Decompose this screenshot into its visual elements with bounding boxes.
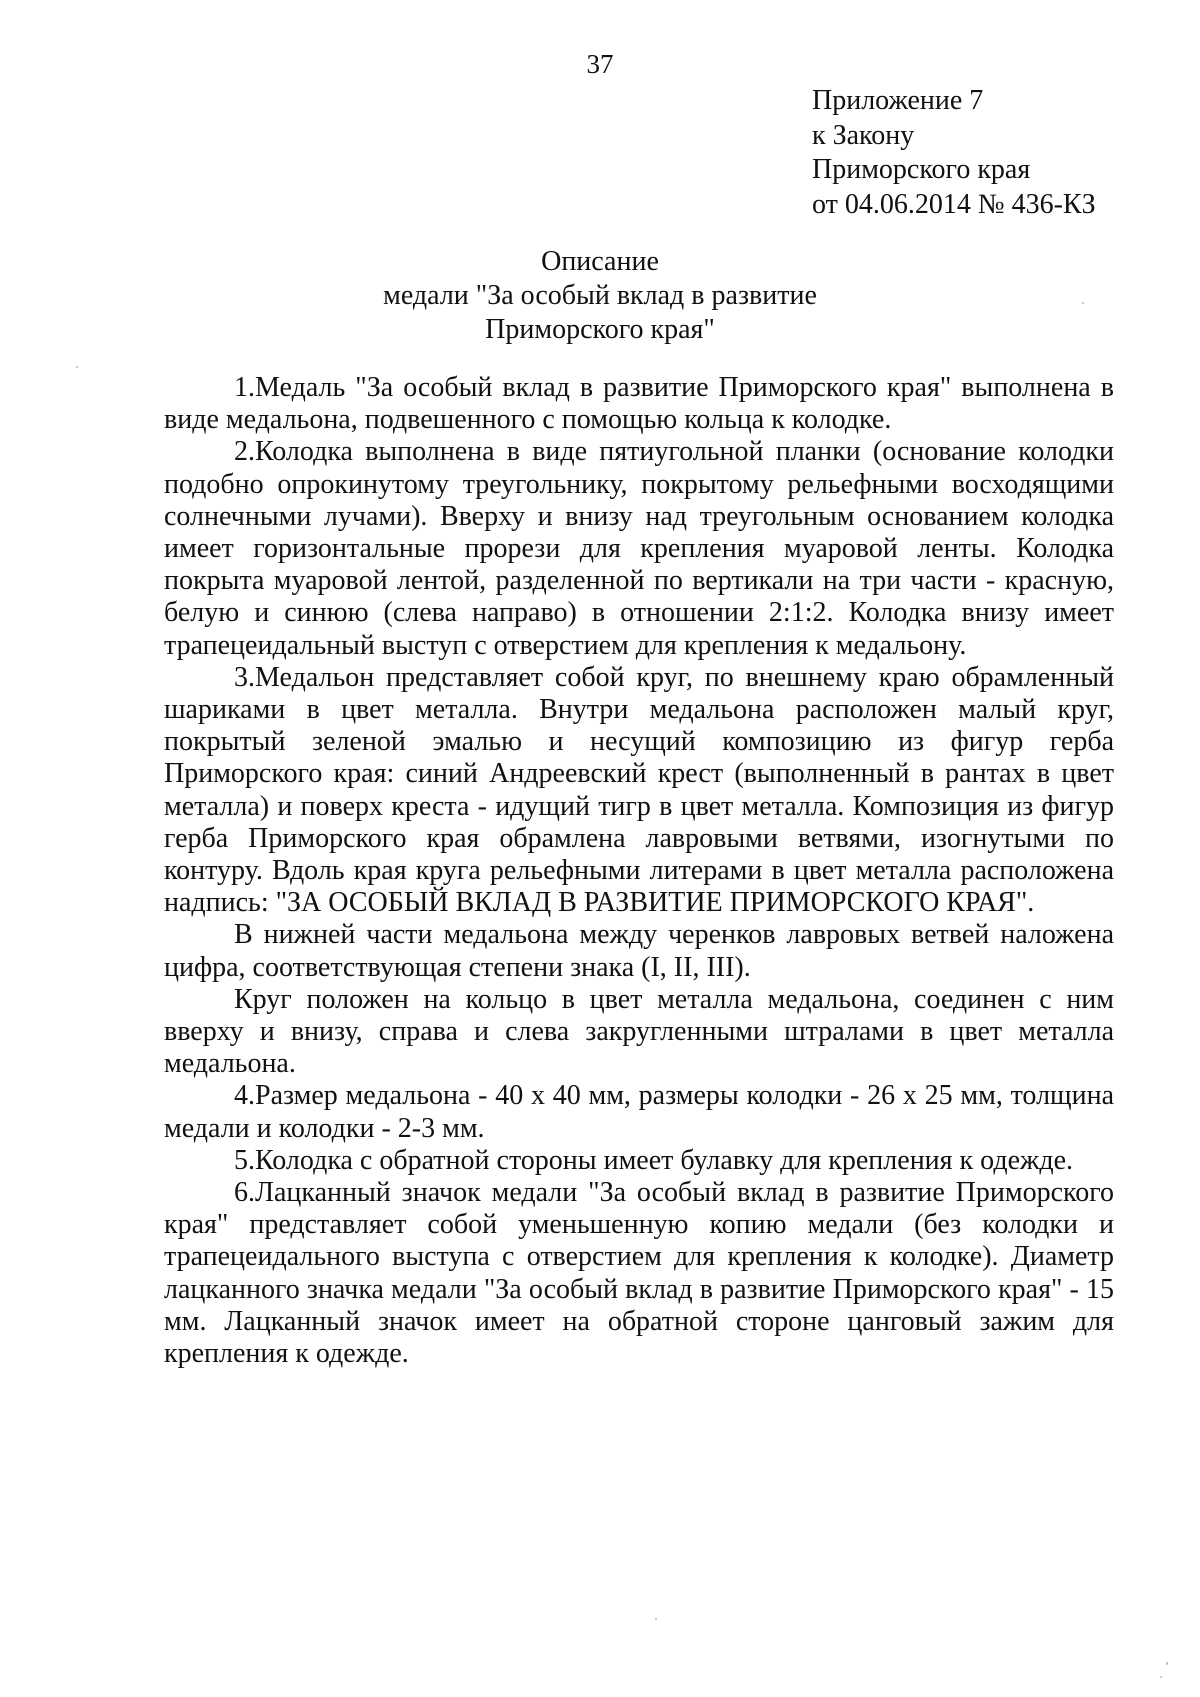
document-title: [0, 245, 1200, 347]
appendix-line: к Закону: [812, 119, 915, 151]
appendix-line: Приложение 7: [812, 85, 984, 116]
scan-speck: [1160, 1676, 1162, 1678]
appendix-reference: [812, 84, 1096, 222]
paragraph-1-medal: 1.Медаль "За особый вклад в развитие Приморского края" выполнена в виде медальона, подвешенного с помощью кольца к колодке.: [164, 372, 1114, 436]
paragraph-3-numeral: В нижней части медальона между черенков лавровых ветвей наложена цифра, соответствующая степени знака (I, II, III).: [164, 919, 1114, 983]
title-line: Описание: [541, 246, 659, 277]
paragraph-4-size: 4.Размер медальона - 40 х 40 мм, размеры колодки - 26 х 25 мм, толщина медали и колодки - 2-3 мм.: [164, 1080, 1114, 1144]
scan-speck: [1166, 1662, 1168, 1665]
scan-speck: [76, 366, 78, 368]
title-line: медали "За особый вклад в развитие: [383, 280, 817, 311]
paragraph-2-block: 2.Колодка выполнена в виде пятиугольной планки (основание колодки подобно опрокинутому треугольнику, покрытому рельефными восходящими солнечными лучами). Вверху и внизу над треугольным основанием колодка имеет горизонтальные прорези для крепления муаровой ленты. Колодка покрыта муаровой лентой, разделенной по вертикали на три части - красную, белую и синюю (слева направо) в отношении 2:1:2. Колодка внизу имеет трапецеидальный выступ с отверстием для крепления к медальону.: [164, 436, 1114, 661]
paragraph-3-ring: Круг положен на кольцо в цвет металла медальона, соединен с ним вверху и внизу, справа и слева закругленными штралами в цвет металла медальона.: [164, 983, 1114, 1080]
appendix-line: Приморского края: [812, 154, 1031, 185]
paragraph-5-pin: 5.Колодка с обратной стороны имеет булавку для крепления к одежде.: [234, 1144, 1074, 1176]
page-number: 37: [586, 49, 614, 79]
paragraph-3-medallion: 3.Медальон представляет собой круг, по внешнему краю обрамленный шариками в цвет металла. Внутри медальона расположен малый круг, покрытый зеленой эмалью и несущий композицию из фигур герба Приморского края: синий Андреевский крест (выполненный в рантах в цвет металла) и поверх креста - идущий тигр в цвет металла. Композиция из фигур герба Приморского края обрамлена лавровыми ветвями, изогнутыми по контуру. Вдоль края круга рельефными литерами в цвет металла расположена надпись: "ЗА ОСОБЫЙ ВКЛАД В РАЗВИТИЕ ПРИМОРСКОГО КРАЯ".: [164, 661, 1114, 919]
scan-speck: [655, 1618, 657, 1620]
title-line: Приморского края": [485, 314, 715, 345]
scan-speck: [1082, 302, 1084, 304]
paragraph-6-lapel-badge: 6.Лацканный значок медали "За особый вклад в развитие Приморского края" представляет собой уменьшенную копию медали (без колодки и трапецеидального выступа с отверстием для крепления к колодке). Диаметр лацканного значка медали "За особый вклад в развитие Приморского края" - 15 мм. Лацканный значок имеет на обратной стороне цанговый зажим для крепления к одежде.: [164, 1177, 1114, 1370]
document-body: [164, 372, 1114, 1370]
appendix-line: от 04.06.2014 № 436-КЗ: [812, 188, 1096, 220]
